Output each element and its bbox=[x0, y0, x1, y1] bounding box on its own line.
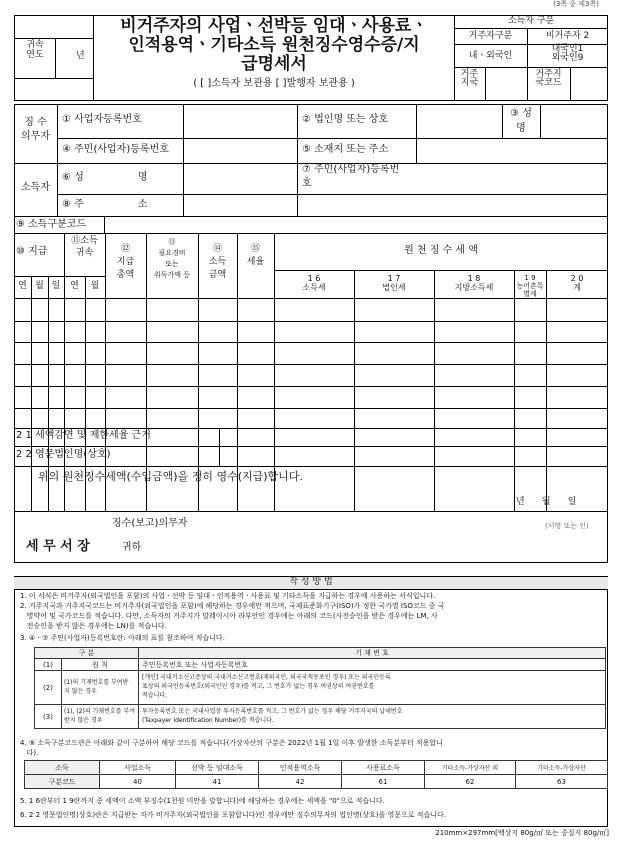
col-withholding-tax-title: 원 천 징 수 세 액 bbox=[404, 245, 478, 256]
t4-row-1: 40 bbox=[100, 775, 176, 789]
page-number-note: (3쪽 중 제3쪽) bbox=[553, 0, 599, 8]
tax-reduction-basis-label: 2 1 세액감면 및 제한세율 근거 bbox=[16, 430, 151, 441]
t4-head-0: 소득 bbox=[25, 761, 100, 775]
col-income-attribution: ⑪소득 귀속 bbox=[71, 236, 98, 258]
t3-r2-number: [개인] 국내거소신고증상의 국내거소신고번호(재외국민, 외국국적동포인 경우) 또는 외국인등록 표상의 외국인등록번호(외국인인 경우)를 적고, 그 번호가 없는 경우 여권상의 여권번호를 적습니다. bbox=[139, 671, 606, 705]
col-total-tax: 2 0 계 bbox=[570, 274, 584, 293]
col-income-amount: ⑭ 소득 금액 bbox=[208, 244, 227, 281]
t4-row-6: 63 bbox=[516, 775, 608, 789]
t3-r3-number: 투자등록번호 또는 국내사업장 투자등록번호를 적고, 그 번호가 없는 경우 해당 거주지국의 납세번호 (Taxpayer Identification Number)를 적습니다. bbox=[139, 705, 606, 729]
instruction-5: 5. 1 6란부터 1 9란까지 중 세액이 소액 부징수(1천원 미만을 말합니다)에 해당하는 경우에는 세액을 "0"으로 적습니다. bbox=[20, 797, 385, 805]
payer-address-label: ⑤ 소재지 또는 주소 bbox=[302, 144, 389, 155]
form-title: 비거주자의 사업ㆍ선박등 임대ㆍ사용료ㆍ 인적용역ㆍ기타소득 원천징수영수증/지 급명세서 bbox=[120, 16, 428, 75]
earner-address-label: ⑧ 주 소 bbox=[62, 199, 148, 210]
t3-r1-category: 원 칙 bbox=[62, 659, 139, 671]
col-payment-date: ⑩ 지급 bbox=[16, 246, 48, 257]
payer-name-label: ③ 성 명 bbox=[510, 108, 532, 134]
instruction-6: 6. 2 2 영문법인명(상호)란은 지급받는 자가 비거주자(외국법인을 포함합니다)인 경우에만 징수의무자의 법인명(상호)을 영문으로 적습니다. bbox=[20, 811, 447, 819]
payer-label: 징 수 의무자 bbox=[21, 117, 50, 142]
copy-type-line: ( [ ]소득자 보관용 [ ]발행자 보관용 ) bbox=[193, 78, 355, 89]
paper-spec-footer: 210mm×297mm[백상지 80g/㎡ 또는 중질지 80g/㎡] bbox=[435, 829, 609, 837]
country-code-label: 거주지 국코드 bbox=[535, 69, 562, 89]
english-company-name-label: 2 2 영문법인명(상호) bbox=[16, 449, 111, 460]
registration-number-table bbox=[34, 647, 606, 729]
receipt-statement: 위의 원천징수세액(수입금액)을 정히 영수(지급)합니다. bbox=[38, 470, 303, 483]
t4-head-4: 사용료소득 bbox=[342, 761, 425, 775]
earner-registration-number-label: ⑦ 주민(사업자)등록번 호 bbox=[302, 164, 400, 189]
instruction-4: 4. ⑨ 소득구분코드란은 아래와 같이 구분하여 해당 코드를 적습니다(가상자산의 구분은 2022년 1월 1일 이후 발생한 소득분부터 적용합니 bbox=[20, 739, 443, 747]
col-income-tax: 1 6 소득세 bbox=[302, 274, 326, 293]
col-tax-rate: ⑮ 세율 bbox=[246, 244, 265, 268]
income-code-table bbox=[24, 760, 608, 789]
t3-r2-category: (1)의 기재번호를 부여받 지 않은 경우 bbox=[62, 671, 139, 705]
instructions-title: 작 성 방 법 bbox=[14, 577, 608, 589]
t3-head-number: 기 재 번 호 bbox=[139, 648, 606, 659]
instruction-2b: 명약어 및 국가코드를 적습니다. 다만, 소득자의 거주지가 말레이시아 라부안인 경우에는 아래의 코드(사전승인을 받은 경우에는 LM, 사 bbox=[20, 612, 438, 620]
instruction-3: 3. ④ㆍ⑦ 주민(사업자)등록번호란: 아래의 표를 참조하여 적습니다. bbox=[20, 634, 225, 642]
earner-label: 소득자 bbox=[21, 182, 50, 193]
receipt-date: 년 월 일 bbox=[516, 497, 577, 507]
t3-r1-number: 주민등록번호 또는 사업자등록번호 bbox=[139, 659, 606, 671]
sign-note: (서명 또는 인) bbox=[545, 522, 589, 530]
t4-head-2: 선박 등 임대소득 bbox=[176, 761, 259, 775]
col-total-payment: ⑫ 지급 총액 bbox=[116, 244, 135, 281]
signer-label: 징수(보고)의무자 bbox=[112, 518, 188, 529]
t3-head-category: 구 분 bbox=[35, 648, 139, 659]
domestic-class-label: 내ㆍ외국인 bbox=[468, 51, 513, 61]
payer-business-number-label: ① 사업자등록번호 bbox=[62, 114, 142, 125]
t3-r3-no: (3) bbox=[35, 705, 62, 729]
t4-row-2: 41 bbox=[176, 775, 259, 789]
col-day-1: 일 bbox=[51, 281, 61, 291]
year-unit: 년 bbox=[76, 51, 85, 61]
t4-head-6: 기타소득-가상자산 bbox=[516, 761, 608, 775]
t4-row-4: 61 bbox=[342, 775, 425, 789]
year-label: 귀속 연도 bbox=[26, 40, 44, 61]
instruction-4b: 다). bbox=[20, 749, 39, 757]
col-month-1: 월 bbox=[35, 281, 44, 291]
earner-class-title: 소득자 구분 bbox=[507, 16, 555, 26]
earner-name-label: ⑥ 성 명 bbox=[62, 172, 148, 183]
t3-r2-no: (2) bbox=[35, 671, 62, 705]
t3-r3-category: (1), (2)의 기재번호를 부여 받지 않은 경우 bbox=[62, 705, 139, 729]
col-rural-special-tax: 1 9 농어촌특별세 bbox=[516, 274, 544, 299]
instruction-1: 1. 이 서식은 비거주자(외국법인을 포함)의 사업ㆍ선박 등 임대ㆍ인적용역ㆍ사용료 및 기타소득을 지급하는 경우에 사용하는 서식입니다. bbox=[20, 592, 436, 600]
col-corporate-tax: 1 7 법인세 bbox=[382, 274, 406, 293]
col-year-1: 연 bbox=[18, 281, 27, 291]
t4-head-5: 기타소득-가상자산 외 bbox=[425, 761, 516, 775]
t4-head-3: 인적용역소득 bbox=[259, 761, 342, 775]
resident-class-value: 비거주자 2 bbox=[545, 31, 590, 41]
col-necessary-expenses: ⑬ 필요경비 또는 취득가액 등 bbox=[153, 238, 191, 279]
resident-class-label: 거주자구분 bbox=[468, 31, 513, 41]
t3-r1-no: (1) bbox=[35, 659, 62, 671]
col-month-2: 월 bbox=[90, 281, 100, 291]
instruction-2: 2. 거주지국과 거주지국코드는 비거주자(외국법인을 포함)에 해당하는 경우에만 적으며, 국제표준화기구(ISO)가 정한 국가별 ISO코드 중 국 bbox=[20, 602, 445, 610]
residence-country-label: 거주 지국 bbox=[460, 69, 479, 89]
payer-company-name-label: ② 법인명 또는 상호 bbox=[302, 114, 389, 125]
instruction-2c: 전승인을 받지 않은 경우에는 LN)를 적습니다. bbox=[20, 622, 167, 630]
income-code-label: ⑨ 소득구분코드 bbox=[16, 219, 87, 230]
t4-row-5: 62 bbox=[425, 775, 516, 789]
col-year-2: 연 bbox=[70, 281, 79, 291]
t4-head-1: 사업소득 bbox=[100, 761, 176, 775]
col-local-income-tax: 1 8 지방소득세 bbox=[454, 274, 494, 293]
tax-office-label: 세 무 서 장 bbox=[26, 539, 90, 554]
payer-registration-number-label: ④ 주민(사업자)등록번호 bbox=[62, 144, 169, 155]
domestic-class-value: 내국인1 외국인9 bbox=[551, 44, 584, 64]
t4-row-0: 구분코드 bbox=[25, 775, 100, 789]
tax-office-suffix: 귀하 bbox=[122, 542, 142, 553]
t4-row-3: 42 bbox=[259, 775, 342, 789]
